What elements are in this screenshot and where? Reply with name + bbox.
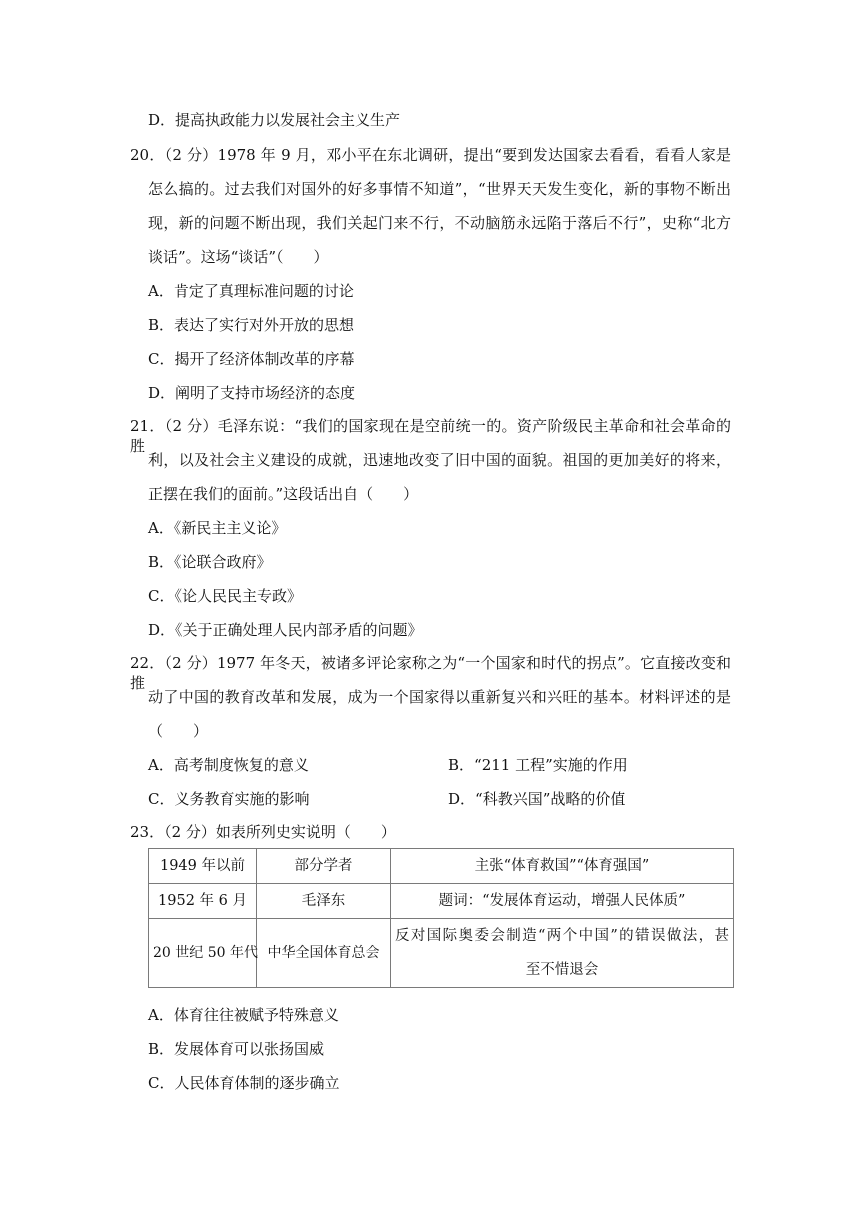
table-cell-event-line-1: 反对国际奥委会制造“两个中国”的错误做法，甚 <box>395 928 729 944</box>
question-23-option-c: C．人民体育体制的逐步确立 <box>148 1074 340 1092</box>
table-cell-subject: 中华全国体育总会 <box>257 919 391 988</box>
question-22-option-b: B．“211 工程”实施的作用 <box>448 756 628 774</box>
question-22-stem-line-1: 22．（2 分）1977 年冬天，被诸多评论家称之为“一个国家和时代的拐点”。它直接改变和推 <box>130 654 731 692</box>
table-cell-event <box>391 919 734 988</box>
table-cell-date: 20 世纪 50 年代 <box>149 919 257 988</box>
question-21-stem-line-1: 21．（2 分）毛泽东说：“我们的国家现在是空前统一的。资产阶级民主革命和社会革命的胜 <box>130 417 731 455</box>
question-22-stem-line-3: （ ） <box>148 722 209 740</box>
question-21-option-a: A．《新民主主义论》 <box>148 519 287 537</box>
question-20-stem-line-1: 20．（2 分）1978 年 9 月，邓小平在东北调研，提出“要到发达国家去看看，看看人家是 <box>130 146 731 164</box>
question-21-stem-line-3: 正摆在我们的面前。”这段话出自（ ） <box>148 485 419 503</box>
table-row <box>149 849 734 884</box>
option-d-previous-question: D．提高执政能力以发展社会主义生产 <box>148 111 401 129</box>
question-23-option-b: B．发展体育可以张扬国威 <box>148 1040 325 1058</box>
question-21-option-c: C．《论人民民主专政》 <box>148 587 302 605</box>
question-20-option-a: A．肯定了真理标准问题的讨论 <box>148 282 354 300</box>
table-cell-event: 题词：“发展体育运动，增强人民体质” <box>391 884 734 919</box>
question-20-stem-line-3: 现，新的问题不断出现，我们关起门来不行，不动脑筋永远陷于落后不行”，史称“北方 <box>148 214 731 232</box>
history-facts-table <box>148 848 734 988</box>
question-22-option-c: C．义务教育实施的影响 <box>148 790 310 808</box>
question-20-option-b: B．表达了实行对外开放的思想 <box>148 316 355 334</box>
table-cell-subject: 毛泽东 <box>257 884 391 919</box>
question-20-stem-line-2: 怎么搞的。过去我们对国外的好多事情不知道”，“世界天天发生变化，新的事物不断出 <box>148 180 731 198</box>
question-22-option-d: D．“科教兴国”战略的价值 <box>448 790 626 808</box>
question-22-option-a: A．高考制度恢复的意义 <box>148 756 309 774</box>
question-22-stem-line-2: 动了中国的教育改革和发展，成为一个国家得以重新复兴和兴旺的基本。材料评述的是 <box>148 688 731 706</box>
table-row <box>149 884 734 919</box>
question-20-option-d: D．阐明了支持市场经济的态度 <box>148 384 356 402</box>
question-21-option-d: D．《关于正确处理人民内部矛盾的问题》 <box>148 621 423 639</box>
table-cell-event-line-2: 至不惜退会 <box>525 962 599 978</box>
table-row <box>149 919 734 988</box>
question-20-stem-line-4: 谈话”。这场“谈话”（ ） <box>148 248 329 266</box>
table-cell-date: 1952 年 6 月 <box>149 884 257 919</box>
question-23-stem: 23．（2 分）如表所列史实说明（ ） <box>130 823 396 841</box>
question-23-option-a: A．体育往往被赋予特殊意义 <box>148 1006 339 1024</box>
question-20-option-c: C．揭开了经济体制改革的序幕 <box>148 350 355 368</box>
table-cell-date: 1949 年以前 <box>149 849 257 884</box>
table-cell-subject: 部分学者 <box>257 849 391 884</box>
question-21-stem-line-2: 利，以及社会主义建设的成就，迅速地改变了旧中国的面貌。祖国的更加美好的将来， <box>148 451 731 469</box>
question-21-option-b: B．《论联合政府》 <box>148 553 272 571</box>
table-cell-event: 主张“体育救国”“体育强国” <box>391 849 734 884</box>
